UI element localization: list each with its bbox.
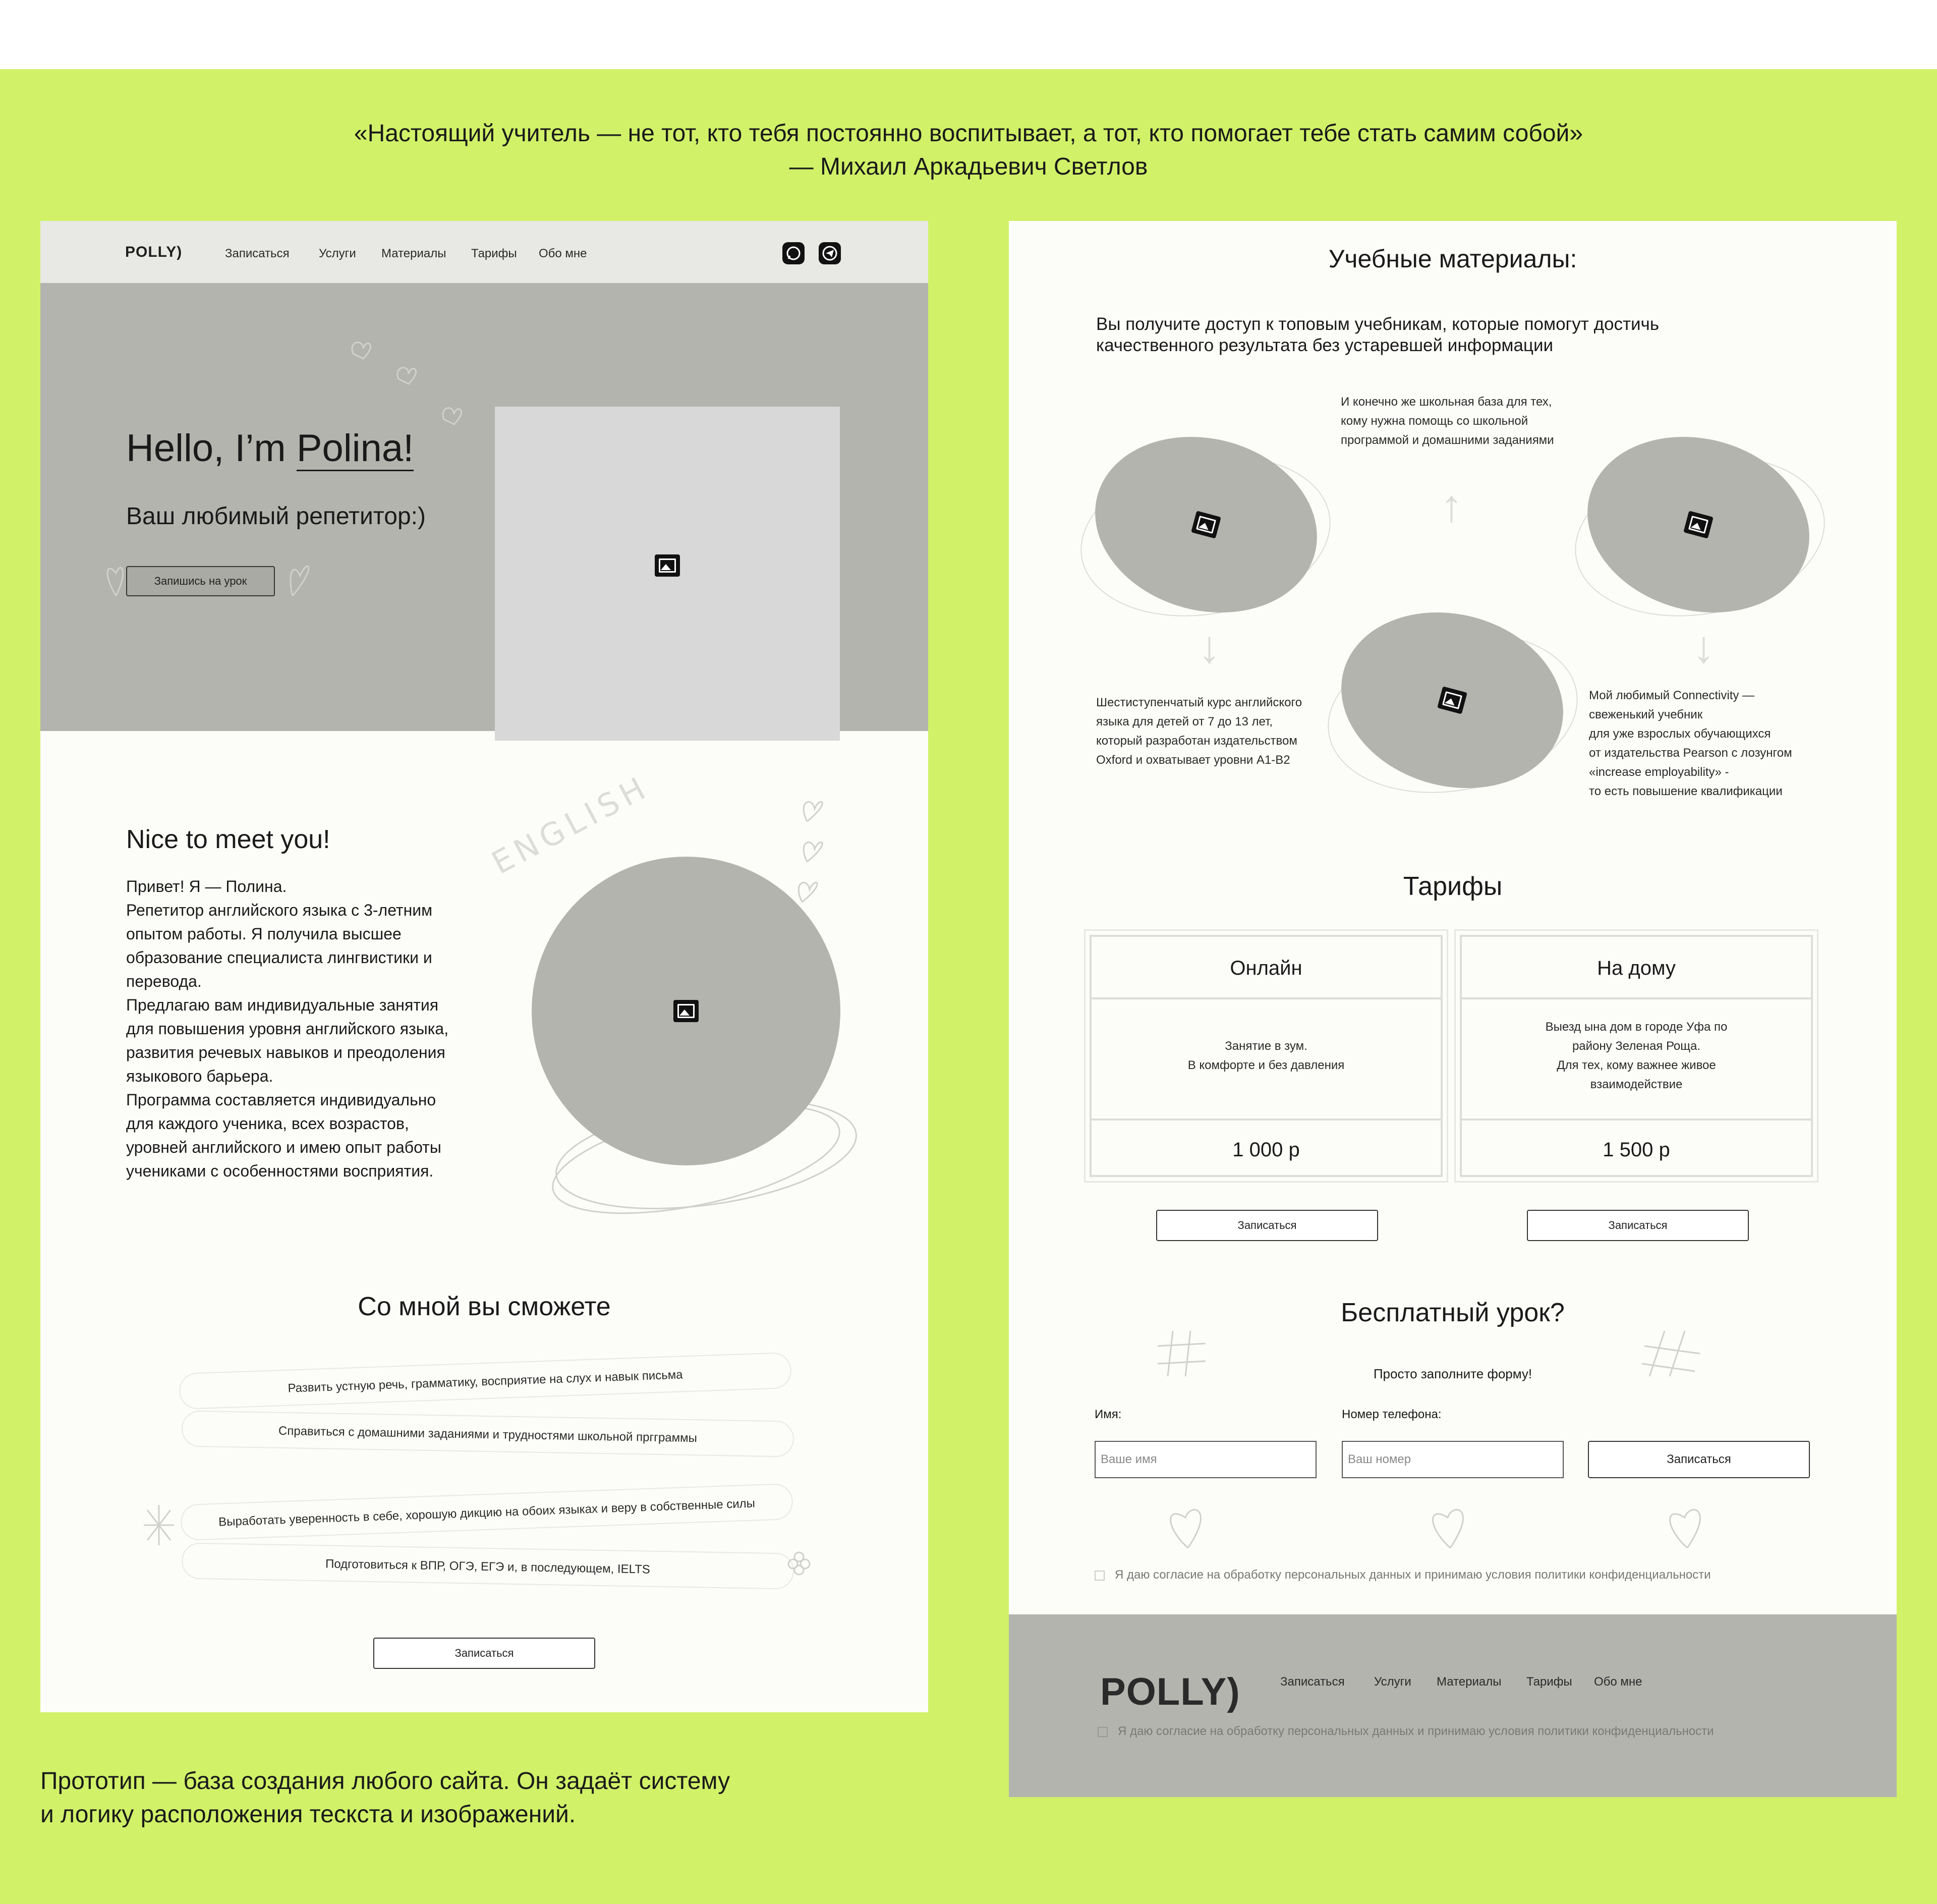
- arrow-down-icon: ↓: [1198, 622, 1221, 673]
- hero-image-placeholder: [495, 407, 840, 741]
- tariffs-title: Тарифы: [1403, 872, 1503, 901]
- desc-line: взаимодействие: [1590, 1078, 1683, 1091]
- heart-doodle-icon: [1660, 1497, 1715, 1553]
- footer-link-tariffs[interactable]: Тарифы: [1526, 1675, 1572, 1689]
- note-line: программой и домашними заданиями: [1341, 433, 1554, 447]
- divider: [1092, 1118, 1441, 1121]
- hero-subtitle: Ваш любимый репетитор:): [126, 503, 426, 530]
- about-paragraph: Предлагаю вам индивидуальные занятия для повышения уровня английского языка, развития речевых навыков и преодоления языкового барьера.: [126, 996, 449, 1085]
- benefits-title: Со мной вы сможете: [358, 1292, 611, 1321]
- materials-note-school: [1341, 393, 1554, 450]
- materials-title: Учебные материалы:: [1328, 245, 1577, 273]
- tariff-online-signup-button[interactable]: Записаться: [1156, 1210, 1378, 1241]
- desc-line: Выезд ына дом в городе Уфа по: [1545, 1020, 1728, 1034]
- about-text: [126, 875, 449, 1183]
- note-line: свеженький учебник: [1589, 708, 1703, 721]
- about-paragraph: Привет! Я — Полина.: [126, 877, 287, 895]
- footer-consent-text: Я даю согласие на обработку персональных данных и принимаю условия политики конфиденциальности: [1118, 1724, 1714, 1738]
- note-line: языка для детей от 7 до 13 лет,: [1096, 715, 1273, 729]
- image-icon: [655, 554, 680, 577]
- phone-input[interactable]: [1342, 1441, 1564, 1478]
- quote: [0, 117, 1937, 184]
- english-watermark: ENGLISH: [485, 767, 656, 882]
- hero-section: [40, 283, 928, 731]
- benefit-item: Развить устную речь, грамматику, восприятие на слух и навык письма: [179, 1352, 792, 1410]
- about-paragraph: Репетитор английского языка с 3-летним опытом работы. Я получила высшее образование специалиста лингвистики и перевода.: [126, 901, 433, 990]
- whatsapp-icon[interactable]: [782, 242, 805, 264]
- tariff-price: 1 000 р: [1232, 1139, 1300, 1161]
- tariff-desc: [1092, 1037, 1441, 1075]
- caption: [40, 1765, 898, 1831]
- image-icon: [1437, 686, 1467, 714]
- tariff-name: На дому: [1597, 957, 1676, 979]
- caption-line-1: Прототип — база создания любого сайта. Он задаёт систему: [40, 1768, 730, 1795]
- top-strip: [0, 0, 1937, 69]
- materials-note-pearson: [1589, 686, 1792, 801]
- note-line: Шестиступенчатый курс английского: [1096, 696, 1302, 709]
- image-icon: [1191, 511, 1221, 538]
- benefit-item: Подготовиться к ВПР, ОГЭ, ЕГЭ и, в последующем, IELTS: [181, 1542, 794, 1589]
- tariff-home-signup-button[interactable]: Записаться: [1527, 1210, 1749, 1241]
- desc-line: Для тех, кому важнее живое: [1557, 1058, 1716, 1072]
- tariff-card-online: [1090, 935, 1443, 1177]
- tariff-card-home: [1460, 935, 1813, 1177]
- heart-doodle-icon: [1422, 1497, 1478, 1553]
- arrow-down-icon: ↓: [1692, 622, 1715, 673]
- footer-consent-checkbox[interactable]: [1098, 1727, 1108, 1737]
- sparkle-doodle-icon: [141, 1502, 177, 1548]
- about-photo-placeholder: [532, 857, 840, 1165]
- note-line: Мой любимый Connectivity —: [1589, 689, 1755, 702]
- material-image-1: [1075, 413, 1337, 637]
- consent-row: [1095, 1568, 1711, 1582]
- materials-note-oxford: [1096, 693, 1302, 770]
- landing-page-right: [1009, 221, 1897, 1797]
- phone-label: Номер телефона:: [1342, 1408, 1442, 1421]
- note-line: для уже взрослых обучающихся: [1589, 727, 1771, 741]
- benefit-item: Выработать уверенность в себе, хорошую дикцию на обоих языках и веру в собственные силы: [180, 1483, 793, 1541]
- hero-title-prefix: Hello, I’m: [126, 427, 297, 470]
- about-paragraph: Программа составляется индивидуально для каждого ученика, всех возрастов, уровней английского и имею опыт работы учениками с особенностями восприятия.: [126, 1091, 441, 1180]
- image-icon: [1683, 511, 1714, 538]
- name-label: Имя:: [1095, 1408, 1122, 1421]
- consent-checkbox[interactable]: [1095, 1571, 1105, 1581]
- footer-consent-row: [1098, 1724, 1714, 1739]
- note-line: «increase employability» -: [1589, 765, 1729, 779]
- benefit-item: Справиться с домашними заданиями и трудностями школьной пргграммы: [181, 1410, 794, 1457]
- caption-line-2: и логику расположения тескста и изображений.: [40, 1801, 576, 1828]
- consent-text: Я даю согласие на обработку персональных данных и принимаю условия политики конфиденциальности: [1115, 1568, 1711, 1582]
- heart-doodle-icon: [1160, 1497, 1216, 1553]
- note-line: который разработан издательством: [1096, 734, 1297, 748]
- divider: [1092, 997, 1441, 999]
- hero-title-name: Polina!: [297, 427, 414, 471]
- nav-link-tariffs[interactable]: Тарифы: [471, 247, 517, 260]
- tariff-desc: [1462, 1018, 1811, 1094]
- free-lesson-title: Бесплатный урок?: [1341, 1298, 1565, 1327]
- quote-line-2: — Михаил Аркадьевич Светлов: [789, 153, 1148, 180]
- divider: [1462, 997, 1811, 999]
- footer-link-materials[interactable]: Материалы: [1437, 1675, 1502, 1689]
- name-input[interactable]: [1095, 1441, 1317, 1478]
- hearts-doodle-icon-2: [792, 791, 847, 922]
- footer-link-signup[interactable]: Записаться: [1280, 1675, 1345, 1689]
- heart-right-icon: [282, 555, 318, 601]
- footer-link-about[interactable]: Обо мне: [1594, 1675, 1642, 1689]
- desc-line: В комфорте и без давления: [1187, 1058, 1345, 1072]
- about-title: Nice to meet you!: [126, 825, 330, 854]
- divider: [1462, 1118, 1811, 1121]
- benefits-signup-button[interactable]: Записаться: [373, 1638, 595, 1669]
- tariff-name: Онлайн: [1230, 957, 1302, 979]
- materials-intro: Вы получите доступ к топовым учебникам, которые помогут достичь качественного результата без устаревшей информации: [1096, 314, 1660, 355]
- note-line: Oxford и охватывает уровни A1-B2: [1096, 753, 1290, 767]
- flower-doodle-icon: [784, 1548, 814, 1578]
- desc-line: районy Зеленая Роща.: [1572, 1039, 1701, 1053]
- telegram-icon[interactable]: [819, 242, 841, 264]
- hero-signup-button[interactable]: Запишись на урок: [126, 566, 275, 596]
- note-line: то есть повышение квалификации: [1589, 785, 1783, 798]
- footer-logo[interactable]: POLLY): [1100, 1670, 1240, 1713]
- tariff-price: 1 500 р: [1603, 1139, 1670, 1161]
- nav-link-materials[interactable]: Материалы: [381, 247, 446, 260]
- nav-link-services[interactable]: Услуги: [319, 247, 356, 260]
- arrow-up-icon: ↑: [1440, 481, 1463, 531]
- nav-link-signup[interactable]: Записаться: [225, 247, 290, 260]
- desc-line: Занятие в зум.: [1225, 1039, 1307, 1053]
- footer: [1009, 1614, 1897, 1797]
- logo[interactable]: POLLY): [125, 244, 183, 260]
- nav-link-about[interactable]: Обо мне: [539, 247, 587, 260]
- free-lesson-subtitle: Просто заполните форму!: [1373, 1366, 1532, 1381]
- footer-link-services[interactable]: Услуги: [1374, 1675, 1411, 1689]
- note-line: И конечно же школьная база для тех,: [1341, 395, 1552, 409]
- material-image-2: [1568, 413, 1830, 637]
- hero-title: [126, 426, 414, 470]
- material-image-3: [1322, 588, 1583, 812]
- free-lesson-submit-button[interactable]: Записаться: [1588, 1441, 1810, 1478]
- image-icon: [673, 1000, 699, 1022]
- navbar: [40, 221, 928, 283]
- note-line: кому нужна помощь со школьной: [1341, 414, 1528, 428]
- note-line: от издательства Pearson с лозунгом: [1589, 746, 1792, 760]
- quote-line-1: «Настоящий учитель — не тот, кто тебя постоянно воспитывает, а тот, кто помогает тебе стать самим собой»: [354, 120, 1583, 147]
- landing-page-left: [40, 221, 928, 1712]
